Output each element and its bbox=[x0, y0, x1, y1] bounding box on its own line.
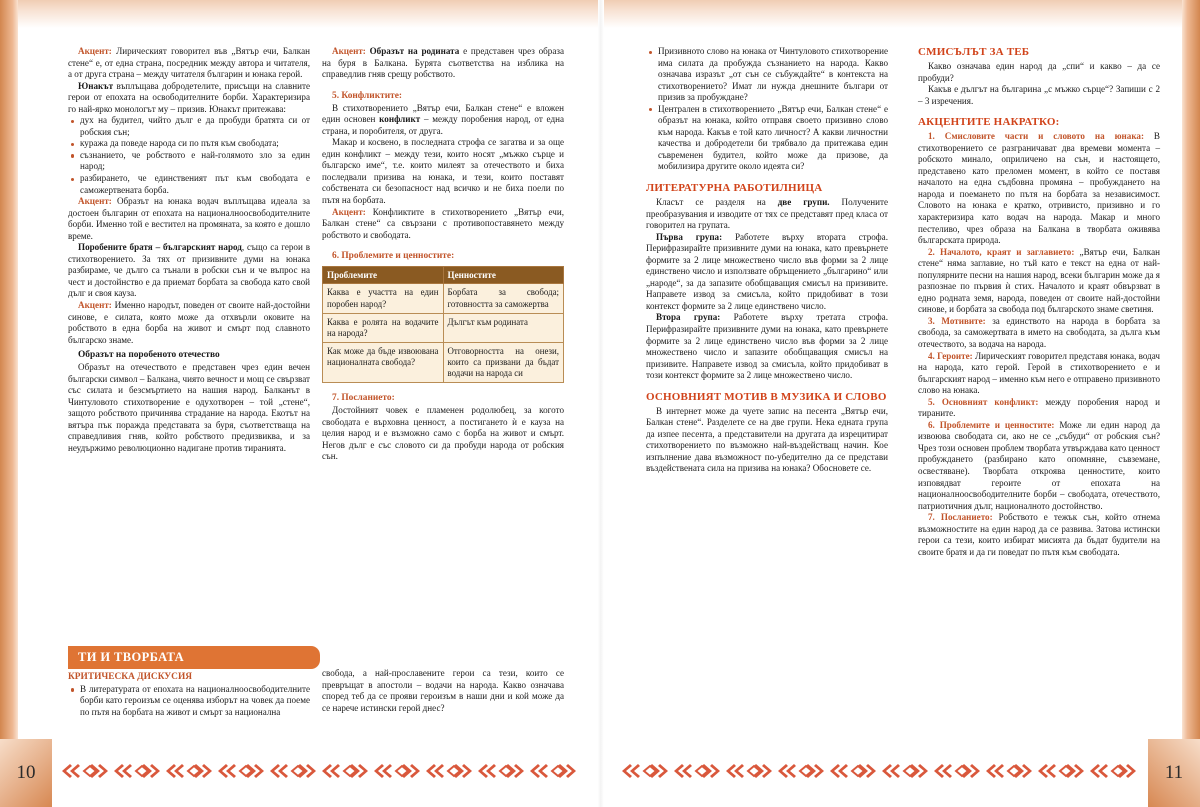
table-cell-value: Борбата за свобода; готовността за саможертва bbox=[443, 284, 564, 313]
summary-item-4 bbox=[918, 351, 1160, 397]
list-item: В литературата от епохата на националноосвободителните борби като героизъм се оценява изборът на човек да поеме по пътя на борбата на живот и смърт за национална bbox=[80, 683, 310, 718]
hero-virtues-list bbox=[68, 115, 310, 196]
critical-discussion-continuation: свобода, а най-прославените герои са тези, които се превръщат в апостоли – водачи на народа. Какво означава според теб да се прояви героизъм в наши дни и кой може да се нарече истински герой днес? bbox=[322, 668, 564, 713]
table-row bbox=[323, 342, 564, 382]
accent-paragraph-1 bbox=[68, 46, 310, 81]
table-row bbox=[323, 313, 564, 342]
summary-item-label: 3. Мотивите: bbox=[928, 315, 986, 326]
heading-meaning-for-you: СМИСЪЛЪТ ЗА ТЕБ bbox=[918, 46, 1030, 58]
workshop-intro bbox=[646, 197, 888, 232]
accent-label: Акцент: bbox=[78, 196, 112, 207]
conflict-text-a: В стихотворението „Вятър ечи, Балкан стене“ е вложен един основен bbox=[322, 102, 564, 125]
heading-6-problems-values: 6. Проблемите и ценностите: bbox=[332, 251, 455, 262]
list-item: Централен в стихотворението „Вятър ечи, Балкан стене“ е образът на юнака, който отправя своето призивно слово към народа. Какъв е той като личност? А какви личностни качества и добродетели би трябвало да притежава един съвременен будител, който може да призове, да мобилизира другите около идеята си? bbox=[658, 103, 888, 172]
page-number-right: 11 bbox=[1164, 762, 1184, 783]
accent-label: Акцент: bbox=[78, 46, 112, 56]
heading-5-conflicts: 5. Конфликтите: bbox=[332, 90, 403, 101]
table-cell-problem: Как може да бъде извоювана националната свобода? bbox=[323, 342, 444, 382]
group-2-paragraph bbox=[646, 312, 888, 381]
list-item: Призивното слово на юнака от Чинтуловото стихотворение има силата да пробужда съзнанието на народа. Какво означава изразът „от сън се събуждайте“ в контекста на стихотворението? Имат ли нужда днешните българи от призив за пробуждане? bbox=[658, 46, 888, 103]
homeland-image-paragraph: Образът на отечеството е представен чрез един вечен български символ – Балкана, чиято вечност и мощ се свързват със силата и безсмъртието на нашия народ. Балканът в Чинтуловото стихотворение е одухотворен – той „стене“, защото робството причинява страдание на народа. Екотът на вятъра пък поражда представата за буря, съответстваща на справедливия гняв, който робството предизвиква, и за неудържимо революционно надигане против тиранията. bbox=[68, 362, 310, 453]
summary-item-label: 2. Началото, краят и заглавието: bbox=[928, 246, 1075, 257]
table-cell-value: Отговорността на онези, които са призвани да бъдат водачи на народа си bbox=[443, 342, 564, 382]
accent-text: е представен чрез образа на буря в Балкана. Бурята съответства на изблика на справедлив гняв срещу робството. bbox=[322, 46, 564, 80]
summary-item-label: 5. Основният конфликт: bbox=[928, 396, 1039, 407]
accent-text: Лирическият говорител във „Вятър ечи, Балкан стене“ е, от една страна, посредник между автора и читателя, а от друга страна – между читателя българин и юнака герой. bbox=[68, 46, 310, 80]
question-2: Какъв е дългът на българина „с мъжко сърце“? Запиши с 2 – 3 изречения. bbox=[918, 84, 1160, 106]
folk-pattern-border-left bbox=[60, 759, 580, 783]
accent-paragraph-conflicts bbox=[322, 207, 564, 242]
accent-paragraph-homeland bbox=[322, 46, 564, 81]
workshop-groups-term: две групи. bbox=[777, 196, 830, 207]
hero-text: въплъщава добродетелите, присъщи на славните герои от епохата на освободителните борби. Характеризира го най-ярко монологът му – призив. Юнакът притежава: bbox=[68, 80, 310, 114]
summary-item-5 bbox=[918, 397, 1160, 420]
page-gutter bbox=[598, 0, 604, 807]
summary-item-7 bbox=[918, 512, 1160, 558]
accent-paragraph-2 bbox=[68, 196, 310, 242]
folk-pattern-icon bbox=[620, 759, 1140, 783]
summary-item-text: Робството е тежък сън, който отнема възможностите на един народ да се развива. Затова истински герои са тези, които избират мисията да бъдат будители на своите братя и да ги поведат по пътя към свободата. bbox=[918, 512, 1160, 557]
table-header-row bbox=[323, 267, 564, 284]
summary-item-label: 6. Проблемите и ценностите: bbox=[928, 419, 1055, 430]
conflict-paragraph-2: Макар и косвено, в последната строфа се загатва и за още един конфликт – между тези, които носят „мъжко сърце и българско име“, т.е. които милеят за отечеството и биха последвали призива на юнака, и тези, които поставят собствената си безопасност над всичко и не биха поели по пътя на борбата. bbox=[322, 137, 564, 205]
left-edge-band bbox=[0, 0, 18, 807]
accent-text: Образът на юнака водач въплъщава идеала за достоен българин от епохата на националноосвободителните борби. Именно той е вестител на промяната, за която е дошло време. bbox=[68, 196, 310, 241]
critical-discussion-right bbox=[322, 668, 564, 714]
group-1-paragraph bbox=[646, 232, 888, 313]
page-number-left: 10 bbox=[16, 762, 36, 783]
summary-item-2 bbox=[918, 247, 1160, 316]
workshop-intro-a: Класът се разделя на bbox=[656, 196, 778, 207]
question-1: Какво означава един народ да „спи“ и какво – да се пробуди? bbox=[918, 60, 1160, 83]
table-cell-problem: Каква е участта на един поробен народ? bbox=[323, 284, 444, 313]
music-paragraph: В интернет може да чуете запис на песента „Вятър ечи, Балкан стене“. Разделете се на две групи. Нека едната група да изпее песента, а представители на другата да изрецитират стихотворението по възможно най-въздействащ начин. Кое изпълнение дава възможност по-убедително да се представи въздействената сила на призива на юнака? Обосновете се. bbox=[646, 405, 888, 474]
table-row bbox=[323, 284, 564, 313]
summary-item-6 bbox=[918, 420, 1160, 512]
enslaved-brothers-text: , също са герои в стихотворението. За тях от призивните думи на юнака разбираме, че дълго са тънали в робски сън и че въпрос на чест и достойнство е да приемат борбата за свобода като свой дълг и своя кауза. bbox=[68, 242, 310, 299]
discussion-questions-list bbox=[646, 46, 888, 173]
heading-critical-discussion: КРИТИЧЕСКА ДИСКУСИЯ bbox=[68, 672, 193, 682]
summary-item-text: за единството на народа в борбата за свобода, за саможертвата в името на свободата, за дълга към отечеството, за водача на народа. bbox=[918, 315, 1160, 349]
column-4 bbox=[918, 46, 1160, 558]
summary-item-text: В стихотворението се разграничават два времеви момента – робското минало, оприличено на сън, и настоящето, представено като преломен момент, в който се поставя началото на една съдбовна промяна – пробуждането на народа и поемането по пътя на борбата за независимост. Словото на юнака е кратко, отривисто, призивно и го характеризира като водач на народа. Макар и много пестеливо, чрез образа на Балкана в творбата оживява българската природа. bbox=[918, 131, 1160, 246]
column-1 bbox=[68, 46, 310, 455]
column-2 bbox=[322, 46, 564, 463]
table-cell-problem: Каква е ролята на водачите на народа? bbox=[323, 313, 444, 342]
summary-item-text: Лирическият говорител представя юнака, водач на народа, като герой. Герой в стихотворението е и българският народ – именно към него е отправено призивното слово на юнака. bbox=[918, 350, 1160, 396]
list-item: съзнанието, че робството е най-голямото зло за един народ; bbox=[80, 149, 310, 172]
folk-pattern-icon bbox=[60, 759, 580, 783]
group-1-label: Първа група: bbox=[656, 231, 723, 242]
subheading-homeland-image: Образът на поробеното отечество bbox=[78, 350, 220, 361]
group-2-label: Втора група: bbox=[656, 312, 721, 323]
heading-literary-workshop: ЛИТЕРАТУРНА РАБОТИЛНИЦА bbox=[646, 182, 823, 195]
enslaved-brothers-paragraph bbox=[68, 242, 310, 300]
heading-main-motif-music-word: ОСНОВНИЯТ МОТИВ В МУЗИКА И СЛОВО bbox=[646, 390, 887, 403]
summary-item-label: 7. Посланието: bbox=[928, 512, 993, 523]
conflict-term: конфликт bbox=[379, 114, 421, 125]
summary-item-label: 1. Смисловите части и словото на юнака: bbox=[928, 131, 1144, 142]
summary-item-text: „Вятър ечи, Балкан стене“ няма заглавие, но тъй като е текст на една от най-популярните песни на нашия народ, всеки българин може да я разпознае по първия ѝ стих. Началото и краят обвързват в едно родната земя, народа, поведен от своите най-достойни синове, и борбата за свобода под българското знаме светиня. bbox=[918, 246, 1160, 315]
list-item: куража да поведе народа си по пътя към свободата; bbox=[80, 138, 310, 150]
column-3 bbox=[646, 46, 888, 475]
right-edge-band bbox=[1182, 0, 1200, 807]
heading-accents-in-brief: АКЦЕНТИТЕ НАКРАТКО: bbox=[918, 116, 1060, 129]
hero-term: Юнакът bbox=[78, 80, 114, 91]
summary-item-text: Може ли един народ да извоюва свободата си, ако не се „събуди“ от робския сън? Чрез този основен проблем творбата утвърждава като ценност пробуждането (разбирано като опомняне, съвземане, освестяване). Творбата откроява ценностите, които изповядват героите от епохата на националноосвободителните борби – свободата, отечеството, патриотичния дълг, националното достойнство. bbox=[918, 419, 1161, 511]
conflict-paragraph-1 bbox=[322, 103, 564, 138]
accent-label: Акцент: bbox=[78, 300, 112, 311]
problems-values-table bbox=[322, 266, 564, 383]
enslaved-brothers-term: Поробените братя – българският народ bbox=[78, 242, 242, 253]
accent-label: Акцент: bbox=[332, 46, 366, 56]
critical-discussion-left bbox=[68, 668, 310, 719]
workshop-intro-b: Получените преобразувания и изводите от тях се представят пред класа от говорител на групата. bbox=[646, 196, 888, 231]
conflict-text-b: – между поробения народ, от една страна, и поробителя, от друга. bbox=[322, 114, 564, 136]
page-number-block-right bbox=[1148, 739, 1200, 807]
accent-label: Акцент: bbox=[332, 206, 366, 217]
table-column-header-problems: Проблемите bbox=[323, 267, 444, 284]
table-cell-value: Дългът към родината bbox=[443, 313, 564, 342]
section-banner-you-and-the-work: ТИ И ТВОРБАТА bbox=[68, 646, 320, 669]
list-item: разбирането, че единственият път към свободата е саможертвената борба. bbox=[80, 173, 310, 195]
group-1-text: Работете върху втората строфа. Перифразирайте призивните думи на юнака, като превърнете формите за 2 лице множествено число във форми за 2 лице единствено число и използвате обръщението „българино“ или „народе“, за да запазите обобщаващия смисъл на призивите. Направете извод за смисъла, който придобиват в този контекст формите за 2 лице единствено число. bbox=[646, 231, 888, 311]
list-item: дух на будител, чийто дълг е да пробуди братята си от робския сън; bbox=[80, 115, 310, 137]
accent-text: Именно народът, поведен от своите най-достойни синове, е силата, която може да отхвърли оковите на робството в една борба на живот и смърт под славното българско знаме. bbox=[68, 300, 310, 345]
page-number-block-left bbox=[0, 739, 52, 807]
homeland-term: Образът на родината bbox=[365, 46, 460, 56]
accent-text: Конфликтите в стихотворението „Вятър ечи, Балкан стене“ са свързани с противопоставянето между робството и свободата. bbox=[322, 206, 564, 240]
group-2-text: Работете върху третата строфа. Перифразирайте призивните думи на юнака, като превърнете формите за 2 лице единствено число във форми за 2 лице множествено число и запазите обобщаващия смисъл на призивите. Направете извод за смисъла, който придобиват в този контекст формите за 2 лице множествено число. bbox=[646, 312, 888, 381]
summary-item-label: 4. Героите: bbox=[928, 350, 973, 361]
table-column-header-values: Ценностите bbox=[443, 267, 564, 284]
message-paragraph: Достойният човек е пламенен родолюбец, за когото свободата е върховна ценност, а постигането ѝ е кауза на целия народ и е възможно само с борба на живот и смърт. Негов дълг е със словото си да пробуди народа от робския сън. bbox=[322, 405, 564, 462]
hero-paragraph bbox=[68, 81, 310, 116]
summary-item-1 bbox=[918, 131, 1160, 246]
summary-item-3 bbox=[918, 316, 1160, 351]
critical-discussion-list bbox=[68, 684, 310, 719]
accent-paragraph-3 bbox=[68, 300, 310, 346]
summary-item-text: между поробения народ и тираните. bbox=[918, 396, 1160, 419]
folk-pattern-border-right bbox=[620, 759, 1140, 783]
heading-7-message: 7. Посланието: bbox=[332, 393, 395, 404]
